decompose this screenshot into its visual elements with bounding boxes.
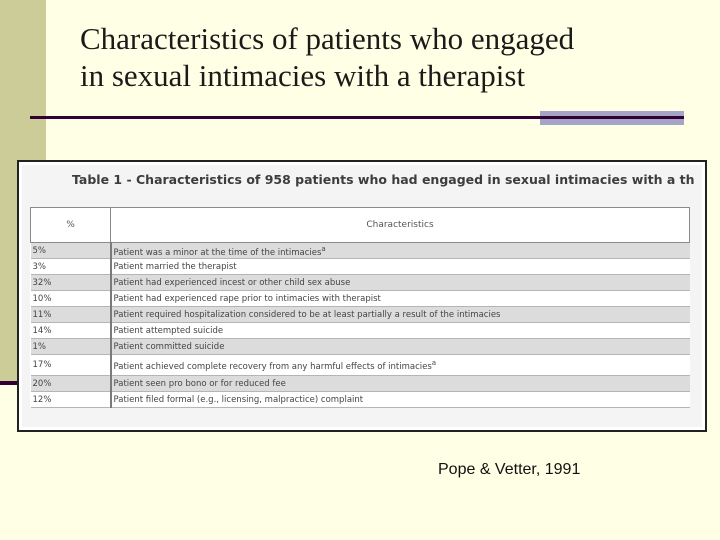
table-caption: Table 1 - Characteristics of 958 patients who had engaged in sexual intimacies with a th [72, 172, 695, 187]
row-percent: 5% [31, 243, 111, 259]
footnote-marker: a [431, 358, 437, 368]
slide-title [80, 20, 700, 94]
row-percent: 32% [31, 275, 111, 291]
slide-title-line-1: Characteristics of patients who engaged [80, 21, 575, 56]
table-row [31, 243, 690, 259]
row-characteristic: Patient required hospitalization considered to be at least partially a result of the intimacies [111, 307, 690, 323]
row-characteristic: Patient had experienced incest or other child sex abuse [111, 275, 690, 291]
table-screenshot-background [22, 165, 702, 427]
row-characteristic: Patient filed formal (e.g., licensing, malpractice) complaint [111, 392, 690, 408]
table-row [31, 392, 690, 408]
row-percent: 12% [31, 392, 111, 408]
table-row [31, 291, 690, 307]
row-characteristic: Patient attempted suicide [111, 323, 690, 339]
table-header-row [31, 208, 690, 243]
row-characteristic: Patient had experienced rape prior to intimacies with therapist [111, 291, 690, 307]
row-characteristic-text: Patient achieved complete recovery from any harmful effects of intimacies [113, 361, 432, 372]
row-percent: 20% [31, 376, 111, 392]
table-row [31, 355, 690, 376]
row-percent: 14% [31, 323, 111, 339]
table-row [31, 323, 690, 339]
row-characteristic: Patient committed suicide [111, 339, 690, 355]
slide-title-line-2: in sexual intimacies with a therapist [80, 58, 526, 93]
row-characteristic-text: Patient was a minor at the time of the intimacies [113, 247, 322, 258]
table-row [31, 376, 690, 392]
characteristics-table [30, 207, 690, 408]
row-percent: 3% [31, 259, 111, 275]
table-row [31, 307, 690, 323]
footnote-marker: a [321, 243, 326, 253]
header-percent: % [31, 208, 111, 243]
table-row [31, 275, 690, 291]
table-screenshot [17, 160, 707, 432]
row-percent: 11% [31, 307, 111, 323]
row-percent: 1% [31, 339, 111, 355]
citation: Pope & Vetter, 1991 [438, 461, 581, 478]
table-row [31, 339, 690, 355]
row-characteristic: Patient seen pro bono or for reduced fee [111, 376, 690, 392]
row-characteristic [111, 243, 690, 259]
row-characteristic: Patient married the therapist [111, 259, 690, 275]
header-characteristics: Characteristics [111, 208, 690, 243]
title-rule [30, 116, 684, 119]
row-percent: 17% [31, 355, 111, 376]
table-row [31, 259, 690, 275]
row-characteristic [111, 355, 690, 376]
row-percent: 10% [31, 291, 111, 307]
